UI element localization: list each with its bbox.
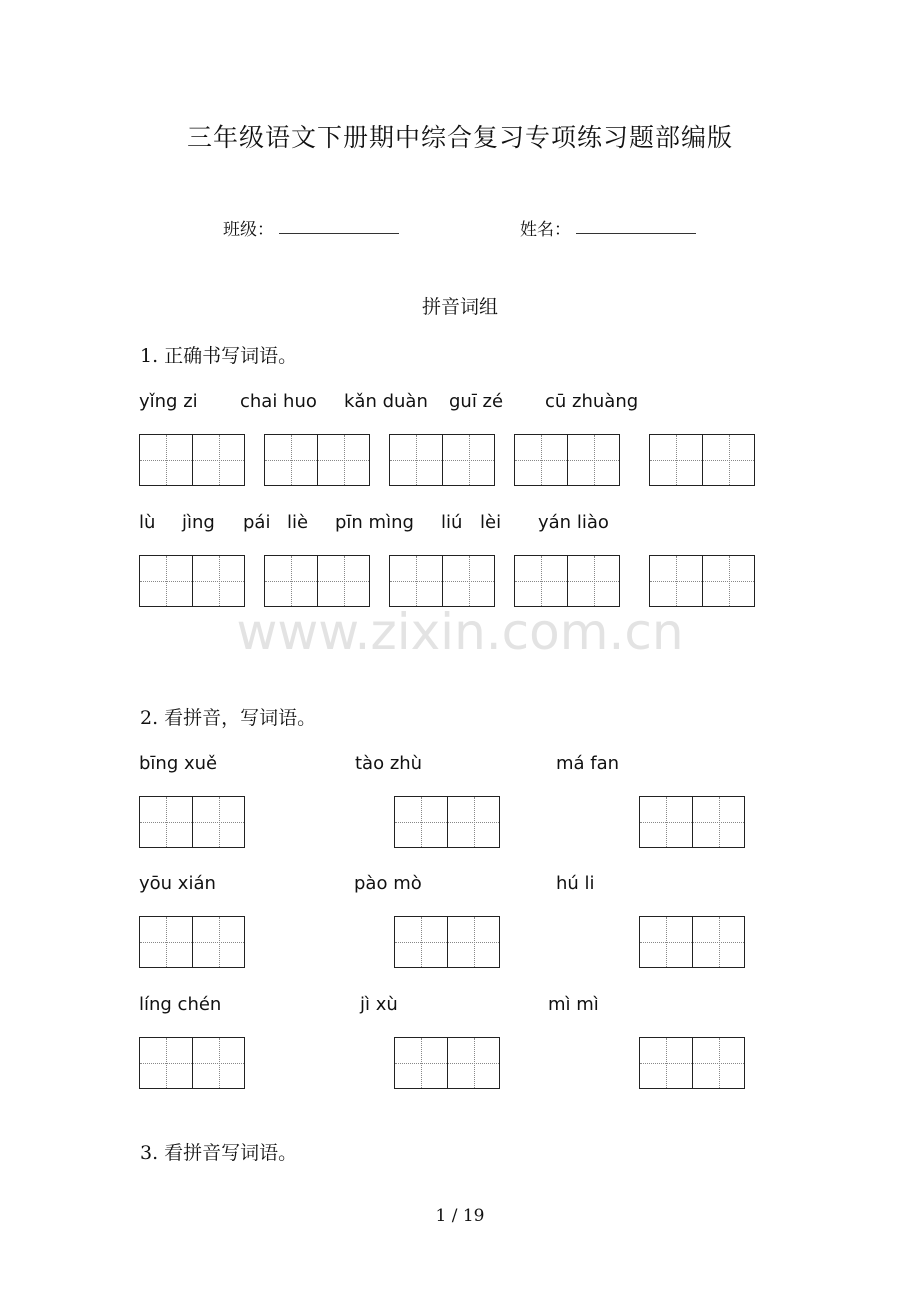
writing-grid[interactable] xyxy=(514,555,620,607)
pinyin-item: lèi xyxy=(480,512,502,533)
pinyin-item: liè xyxy=(287,512,309,533)
pinyin-item: chai huo xyxy=(240,391,317,412)
pinyin-item: jì xù xyxy=(360,994,398,1015)
writing-grid[interactable] xyxy=(389,434,495,486)
pinyin-item: bīng xuě xyxy=(139,753,218,774)
watermark: www.zixin.com.cn xyxy=(236,603,684,661)
writing-grid[interactable] xyxy=(394,916,500,968)
pinyin-item: lù xyxy=(139,512,156,533)
page-number: 1 / 19 xyxy=(435,1206,485,1226)
pinyin-item: mì mì xyxy=(548,994,599,1015)
question-3-heading: 3. 看拼音写词语。 xyxy=(140,1142,298,1164)
writing-grid[interactable] xyxy=(394,1037,500,1089)
pinyin-item: yōu xián xyxy=(139,873,216,894)
pinyin-item: pái xyxy=(243,512,271,533)
writing-grid[interactable] xyxy=(389,555,495,607)
name-blank-line xyxy=(576,233,696,234)
writing-grid[interactable] xyxy=(264,555,370,607)
writing-grid[interactable] xyxy=(514,434,620,486)
pinyin-item: guī zé xyxy=(449,391,504,412)
writing-grid[interactable] xyxy=(649,555,755,607)
pinyin-item: líng chén xyxy=(139,994,222,1015)
writing-grid[interactable] xyxy=(139,555,245,607)
pinyin-item: cū zhuàng xyxy=(545,391,639,412)
pinyin-item: má fan xyxy=(556,753,620,774)
pinyin-item: hú li xyxy=(556,873,595,894)
writing-grid[interactable] xyxy=(139,1037,245,1089)
writing-grid[interactable] xyxy=(139,796,245,848)
pinyin-item: tào zhù xyxy=(355,753,423,774)
class-label: 班级： xyxy=(223,220,274,240)
pinyin-item: pīn mìng xyxy=(335,512,414,533)
pinyin-item: jìng xyxy=(182,512,215,533)
pinyin-item: pào mò xyxy=(354,873,422,894)
section-heading: 拼音词组 xyxy=(421,296,498,318)
writing-grid[interactable] xyxy=(264,434,370,486)
document-title: 三年级语文下册期中综合复习专项练习题部编版 xyxy=(186,123,733,152)
question-1-heading: 1. 正确书写词语。 xyxy=(140,345,298,367)
writing-grid[interactable] xyxy=(394,796,500,848)
writing-grid[interactable] xyxy=(139,434,245,486)
pinyin-item: yán liào xyxy=(538,512,609,533)
question-2-heading: 2. 看拼音，写词语。 xyxy=(140,707,317,729)
pinyin-item: liú xyxy=(441,512,463,533)
name-label: 姓名： xyxy=(520,220,571,240)
writing-grid[interactable] xyxy=(639,916,745,968)
writing-grid[interactable] xyxy=(639,1037,745,1089)
pinyin-item: kǎn duàn xyxy=(344,391,428,412)
writing-grid[interactable] xyxy=(139,916,245,968)
class-blank-line xyxy=(279,233,399,234)
writing-grid[interactable] xyxy=(649,434,755,486)
pinyin-item: yǐng zi xyxy=(139,391,198,412)
writing-grid[interactable] xyxy=(639,796,745,848)
